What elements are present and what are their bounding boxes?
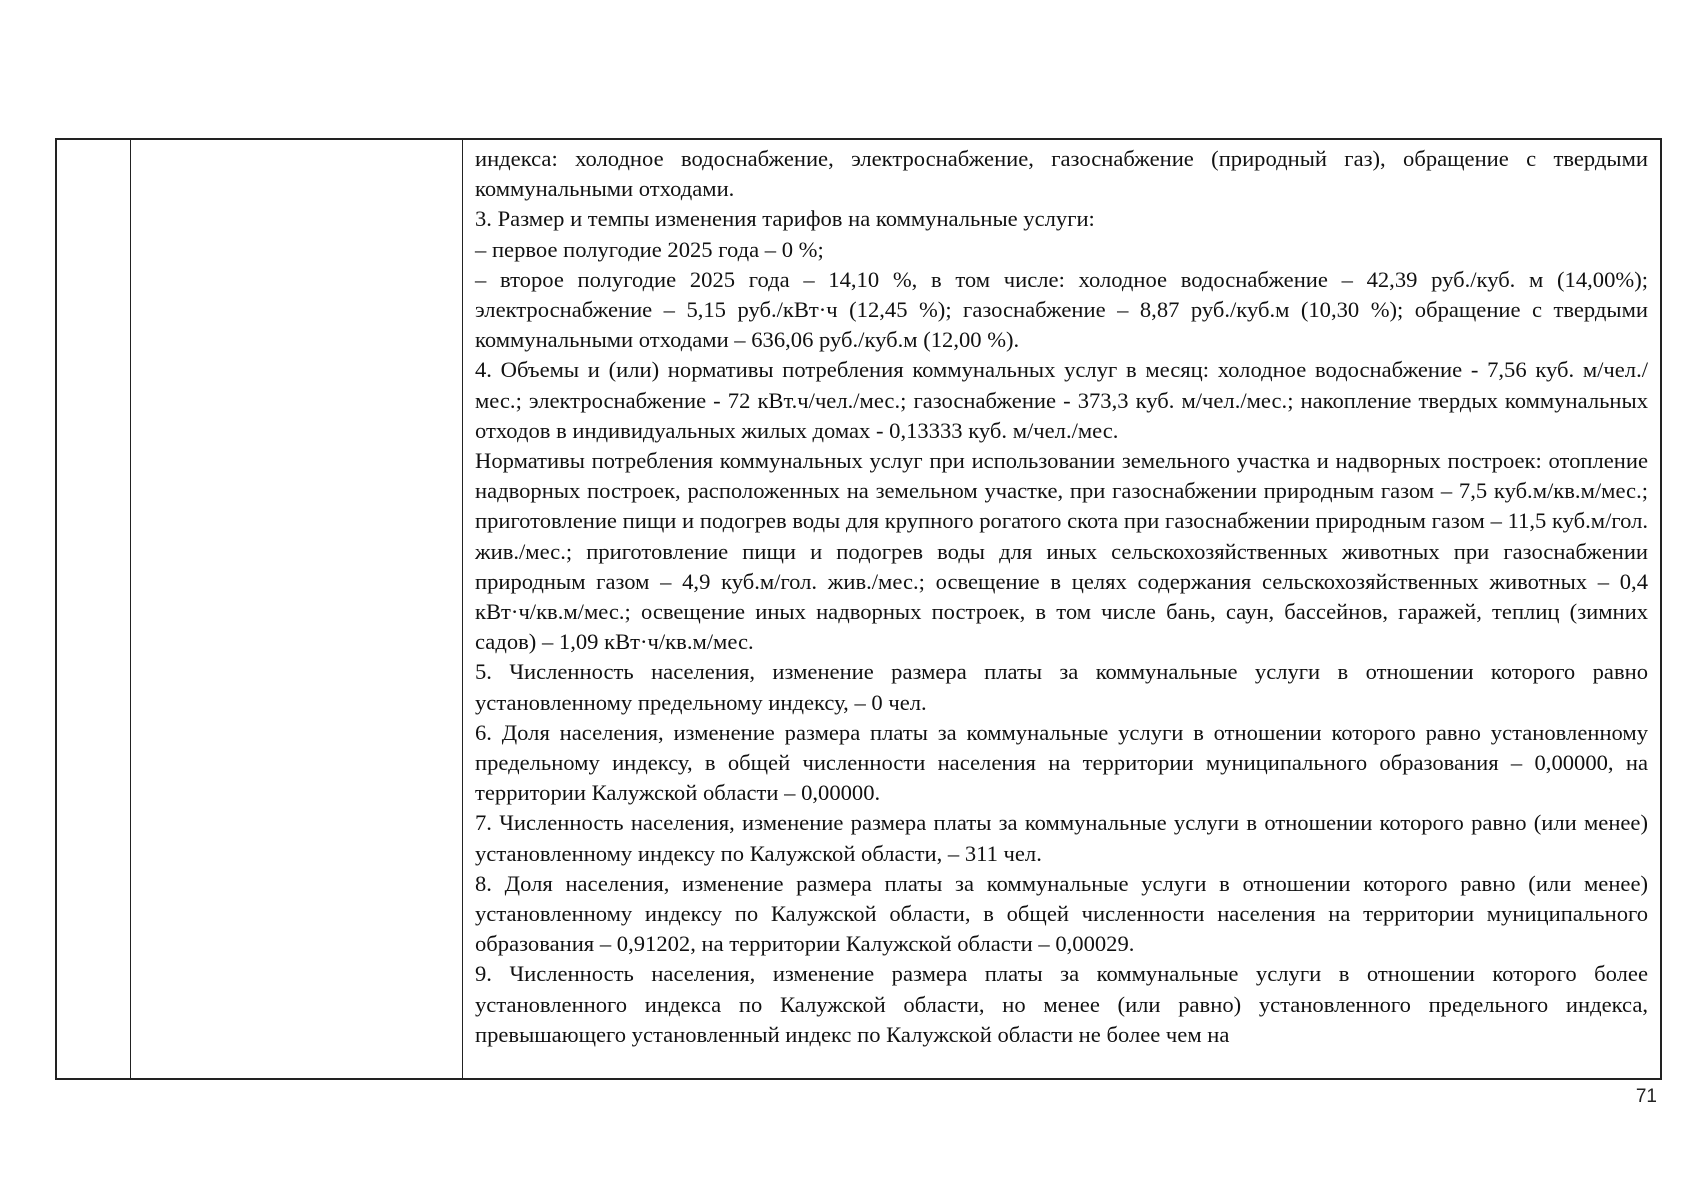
table-column-title	[131, 140, 463, 1078]
paragraph-first-half: – первое полугодие 2025 года – 0 %;	[475, 236, 824, 262]
paragraph-population-above-index: 9. Численность населения, изменение размера платы за коммунальные услуги в отношении которого более установленного индекса по Калужской области, но менее (или равно) установленного предельного индекса, превышающего установленный индекс по Калужской области не более чем на	[475, 961, 1648, 1047]
paragraph-consumption-volumes: 4. Объемы и (или) нормативы потребления коммунальных услуг в месяц: холодное водоснабжение - 7,56 куб. м/чел./мес.; электроснабжение - 72 кВт.ч/чел./мес.; газоснабжение - 373,3 куб. м/чел./мес.; накопление твердых коммунальных отходов в индивидуальных жилых домах - 0,13333 куб. м/чел./мес.	[475, 357, 1648, 443]
paragraph-share-limit-index: 6. Доля населения, изменение размера платы за коммунальные услуги в отношении которого равно установленному предельному индексу, в общей численности населения на территории муниципального образования – 0,00000, на территории Калужской области – 0,00000.	[475, 719, 1648, 806]
page-number: 71	[1635, 1086, 1657, 1107]
paragraph-index-continuation: индекса: холодное водоснабжение, электроснабжение, газоснабжение (природный газ), обращение с твердыми коммунальными отходами.	[475, 146, 1648, 202]
paragraph-population-limit-index: 5. Численность населения, изменение размера платы за коммунальные услуги в отношении которого равно установленному предельному индексу, – 0 чел.	[475, 659, 1648, 715]
paragraph-population-regional-index: 7. Численность населения, изменение размера платы за коммунальные услуги в отношении которого равно (или менее) установленному индексу по Калужской области, – 311 чел.	[475, 810, 1648, 866]
document-table	[55, 138, 1662, 1080]
paragraph-share-regional-index: 8. Доля населения, изменение размера платы за коммунальные услуги в отношении которого равно (или менее) установленному индексу по Калужской области, в общей численности населения на территории муниципального образования – 0,91202, на территории Калужской области – 0,00029.	[475, 870, 1648, 957]
table-column-number	[57, 140, 131, 1078]
paragraph-tariffs-heading: 3. Размер и темпы изменения тарифов на коммунальные услуги:	[475, 206, 1095, 232]
paragraph-second-half: – второе полугодие 2025 года – 14,10 %, в том числе: холодное водоснабжение – 42,39 руб./куб. м (14,00%); электроснабжение – 5,15 руб./кВт·ч (12,45 %); газоснабжение – 8,87 руб./куб.м (10,30 %); обращение с твердыми коммунальными отходами – 636,06 руб./куб.м (12,00 %).	[475, 266, 1648, 353]
table-column-content	[463, 140, 1660, 1078]
paragraph-land-norms: Нормативы потребления коммунальных услуг при использовании земельного участка и надворных построек: отопление надворных построек, расположенных на земельном участке, при газоснабжении природным газом – 7,5 куб.м/кв.м/мес.; приготовление пищи и подогрев воды для крупного рогатого скота при газоснабжении природным газом – 11,5 куб.м/гол. жив./мес.; приготовление пищи и подогрев воды для иных сельскохозяйственных животных при газоснабжении природным газом – 4,9 куб.м/гол. жив./мес.; освещение в целях содержания сельскохозяйственных животных – 0,4 кВт·ч/кв.м/мес.; освещение иных надворных построек, в том числе бань, саун, бассейнов, гаражей, теплиц (зимних садов) – 1,09 кВт·ч/кв.м/мес.	[475, 448, 1648, 655]
